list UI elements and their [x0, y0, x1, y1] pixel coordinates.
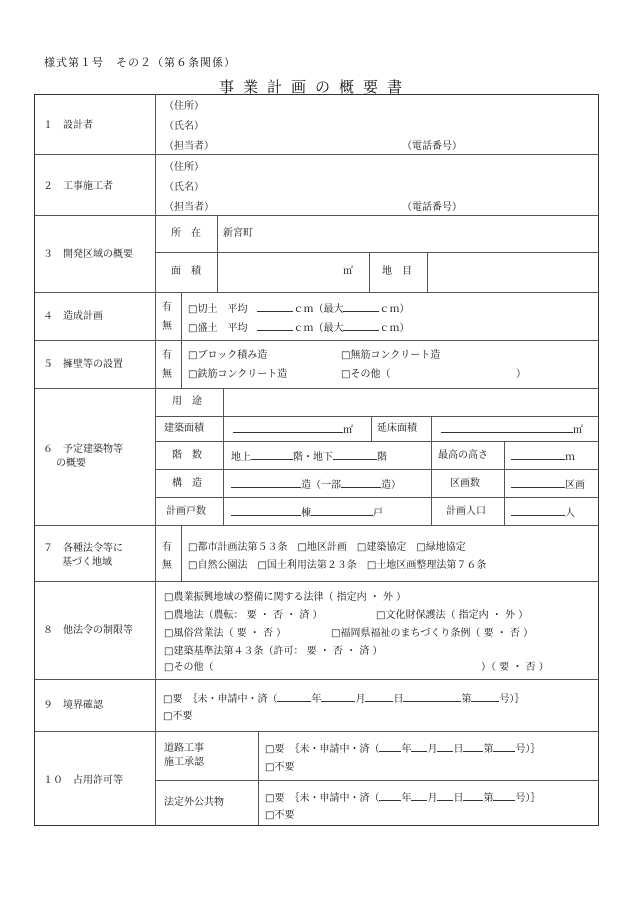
s1-person: （担当者）	[164, 141, 214, 152]
s1-phone: （電話番号）	[402, 141, 462, 152]
road-month-field[interactable]	[411, 742, 427, 752]
section-9-label: ９ 境界確認	[43, 700, 103, 711]
section-10-label: １０ 占用許可等	[43, 775, 123, 786]
floor-area-unit: ㎡	[573, 425, 583, 436]
public-go: 号）｝	[515, 793, 541, 804]
s9-month: 月	[355, 694, 366, 705]
road-dai: 第	[483, 744, 494, 755]
s6-divider	[155, 497, 599, 498]
section-8-label: ８ 他法令の制限等	[43, 625, 133, 636]
public-month: 月	[427, 793, 438, 804]
s10-divider	[155, 780, 599, 781]
row-divider	[34, 154, 599, 155]
buildings-field[interactable]	[231, 506, 301, 516]
underground-label: 階・地下	[293, 452, 333, 463]
above-ground-field[interactable]	[251, 450, 293, 460]
form-title: 事業計画の概要書	[218, 78, 411, 96]
public-year-field[interactable]	[379, 791, 401, 801]
road-day-field[interactable]	[437, 742, 453, 752]
units-row	[231, 506, 383, 520]
section-3-label: ３ 開発区域の概要	[43, 249, 133, 260]
floor-area-label: 延床面積	[377, 423, 417, 434]
population-unit: 人	[565, 508, 575, 519]
building-area-row	[233, 423, 353, 437]
landuse-label: 地 目	[382, 266, 412, 277]
population-field[interactable]	[511, 506, 565, 516]
public-not-required[interactable]: □不要	[265, 810, 295, 821]
s3-divider	[427, 252, 428, 292]
s9-day-field[interactable]	[365, 692, 393, 702]
public-month-field[interactable]	[411, 791, 427, 801]
plain-concrete-checkbox[interactable]: □無筋コンクリート造	[341, 350, 441, 361]
s9-not-required[interactable]: □不要	[163, 711, 193, 722]
s9-year: 年	[311, 694, 322, 705]
underground-field[interactable]	[333, 450, 377, 460]
s9-month-field[interactable]	[321, 692, 355, 702]
s4-yes: 有	[162, 302, 172, 313]
s2-person: （担当者）	[164, 202, 214, 213]
label-column-divider	[155, 94, 156, 826]
section-6-label: ６ 予定建築物等	[43, 444, 123, 455]
road-work-label: 道路工事	[164, 743, 204, 754]
max-height-label: 最高の高さ	[438, 450, 488, 461]
s6-divider	[155, 441, 599, 442]
row-divider	[34, 581, 599, 582]
s6-divider	[155, 416, 599, 417]
other-close: ）	[516, 369, 526, 380]
s9-required: □要 ｛未・申請中・済（	[163, 694, 278, 705]
building-area-label: 建築面積	[164, 423, 204, 434]
s7-yes: 有	[162, 542, 172, 553]
cut-row	[188, 302, 409, 316]
lots-row	[511, 478, 585, 492]
fill-row	[188, 321, 409, 335]
row-divider	[34, 731, 599, 732]
public-go-field[interactable]	[493, 791, 515, 801]
s2-name: （氏名）	[164, 182, 204, 193]
above-ground-label: 地上	[231, 452, 251, 463]
public-year: 年	[401, 793, 412, 804]
cut-unit: ｃｍ）	[379, 304, 410, 315]
road-no-field[interactable]	[463, 742, 483, 752]
floor-area-row	[441, 423, 583, 437]
s6-divider	[504, 441, 505, 525]
cut-avg-field[interactable]	[257, 302, 293, 312]
section-7-label-2: 基づく地域	[62, 557, 112, 568]
location-value: 新宮町	[223, 228, 253, 239]
max-height-field[interactable]	[511, 450, 565, 460]
cut-label: □切土 平均	[188, 304, 248, 315]
row-divider	[34, 340, 599, 341]
max-height-unit: ｍ	[565, 452, 575, 463]
public-required: □要 ｛未・申請中・済（	[265, 793, 380, 804]
s9-go-field[interactable]	[471, 692, 499, 702]
road-not-required[interactable]: □不要	[265, 762, 295, 773]
rc-checkbox[interactable]: □鉄筋コンクリート造	[188, 369, 288, 380]
s7-checkboxes-2[interactable]: □自然公園法 □国土利用法第２３条 □土地区画整理法第７６条	[188, 560, 487, 571]
s6-divider	[431, 441, 432, 525]
population-label: 計画人口	[446, 506, 486, 517]
floor-area-field[interactable]	[441, 423, 573, 433]
structure-partial-field[interactable]	[341, 478, 381, 488]
road-go-field[interactable]	[493, 742, 515, 752]
structure-row	[231, 478, 401, 492]
entertainment-item[interactable]: □風俗営業法（ 要 ・ 否 ）	[164, 628, 287, 639]
fill-label: □盛土 平均	[188, 323, 248, 334]
s10-divider	[258, 731, 259, 826]
s1-name: （氏名）	[164, 121, 204, 132]
s6-divider	[431, 416, 432, 441]
fill-max-label: ｃｍ（最大	[293, 323, 344, 334]
s3-divider	[369, 252, 370, 292]
building-std-item[interactable]: □建築基準法第４３条（許可： 要 ・ 否 ・ 済 ）	[164, 646, 383, 657]
s9-year-field[interactable]	[277, 692, 311, 702]
agri-promotion-item[interactable]: □農業振興地域の整備に関する法律（ 指定内 ・ 外 ）	[164, 592, 407, 603]
road-month: 月	[427, 744, 438, 755]
s3-divider	[155, 252, 599, 253]
section-7-label: ７ 各種法令等に	[43, 543, 123, 554]
ariumu-divider	[181, 525, 182, 581]
floors-unit: 階	[377, 452, 387, 463]
s6-divider	[371, 416, 372, 441]
public-dai: 第	[483, 793, 494, 804]
row-divider	[34, 388, 599, 389]
households-field[interactable]	[311, 506, 373, 516]
road-year-field[interactable]	[379, 742, 401, 752]
s2-phone: （電話番号）	[402, 202, 462, 213]
s3-divider	[217, 215, 218, 292]
section-4-label: ４ 造成計画	[43, 311, 103, 322]
s9-required-row[interactable]	[163, 692, 524, 706]
s6-divider	[223, 388, 224, 525]
lots-field[interactable]	[511, 478, 565, 488]
public-day-field[interactable]	[437, 791, 453, 801]
location-label: 所 在	[171, 228, 201, 239]
section-5-label: ５ 擁壁等の設置	[43, 359, 123, 370]
building-area-field[interactable]	[233, 423, 343, 433]
floors-label: 階 数	[172, 450, 202, 461]
row-divider	[34, 679, 599, 680]
road-required: □要 ｛未・申請中・済（	[265, 744, 380, 755]
structure-partial-label: 造（一部	[301, 480, 341, 491]
buildings-unit: 棟	[301, 508, 311, 519]
row-divider	[34, 292, 599, 293]
s2-address: （住所）	[164, 162, 204, 173]
road-required-row[interactable]	[265, 742, 540, 756]
building-area-unit: ㎡	[343, 425, 353, 436]
structure-field[interactable]	[231, 478, 301, 488]
households-unit: 戸	[373, 508, 383, 519]
public-property-label: 法定外公共物	[164, 797, 224, 808]
use-label: 用 途	[172, 396, 202, 407]
public-no-field[interactable]	[463, 791, 483, 801]
road-go: 号）｝	[515, 744, 541, 755]
structure-partial-close: 造）	[381, 480, 401, 491]
block-checkbox[interactable]: □ブロック積み造	[188, 350, 268, 361]
max-height-row	[511, 450, 575, 464]
floors-row	[231, 450, 387, 464]
road-day: 日	[453, 744, 464, 755]
public-required-row[interactable]	[265, 791, 540, 805]
section-1-label: １ 設計者	[43, 120, 93, 131]
s9-go: 号）｝	[499, 694, 525, 705]
s5-yes: 有	[162, 350, 172, 361]
lots-unit: 区画	[565, 480, 585, 491]
cultural-item[interactable]: □文化財保護法（ 指定内 ・ 外 ）	[376, 610, 529, 621]
area-unit: ㎡	[343, 266, 353, 277]
other-checkbox[interactable]: □その他（	[341, 369, 391, 380]
structure-label: 構 造	[172, 478, 202, 489]
road-year: 年	[401, 744, 412, 755]
welfare-item[interactable]: □福岡県福祉のまちづくり条例（ 要 ・ 否 ）	[331, 628, 534, 639]
road-work-label-2: 施工承認	[164, 757, 204, 768]
s6-divider	[155, 469, 599, 470]
population-row	[511, 506, 575, 520]
section-2-label: ２ 工事施工者	[43, 181, 113, 192]
lots-label: 区画数	[450, 478, 480, 489]
s8-other-item[interactable]: □その他（	[164, 662, 214, 673]
row-divider	[34, 215, 599, 216]
s8-other-close: ）（ 要 ・ 否 ）	[481, 662, 549, 673]
public-day: 日	[453, 793, 464, 804]
section-6-label-2: の概要	[56, 458, 86, 469]
cut-max-label: ｃｍ（最大	[293, 304, 344, 315]
units-label: 計画戸数	[166, 506, 206, 517]
ariumu-divider	[181, 292, 182, 388]
area-label: 面 積	[171, 266, 201, 277]
s1-address: （住所）	[164, 101, 204, 112]
s9-dai: 第	[461, 694, 472, 705]
cut-max-field[interactable]	[343, 302, 379, 312]
s9-day: 日	[393, 694, 404, 705]
s7-no: 無	[162, 560, 172, 571]
row-divider	[34, 525, 599, 526]
fill-max-field[interactable]	[343, 321, 379, 331]
s4-no: 無	[162, 321, 172, 332]
fill-unit: ｃｍ）	[379, 323, 410, 334]
s9-no-field[interactable]	[403, 692, 461, 702]
s7-checkboxes-1[interactable]: □都市計画法第５３条 □地区計画 □建築協定 □緑地協定	[188, 542, 466, 553]
form-number: 様式第１号 その２（第６条関係）	[44, 56, 236, 69]
farmland-item[interactable]: □農地法（農転： 要 ・ 否 ・ 済 ）	[164, 610, 323, 621]
s5-no: 無	[162, 369, 172, 380]
fill-avg-field[interactable]	[257, 321, 293, 331]
